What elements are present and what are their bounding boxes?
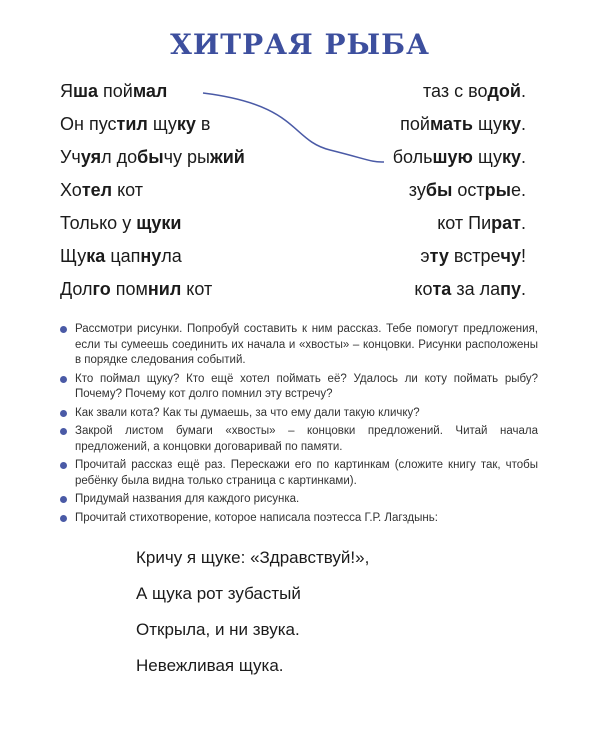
- text-segment: ту: [429, 246, 449, 266]
- text-segment: .: [520, 279, 526, 299]
- task-item: [60, 424, 538, 455]
- text-segment: ша: [73, 81, 99, 101]
- text-segment: цап: [105, 246, 141, 266]
- text-segment: ко: [99, 213, 118, 233]
- poem-line: Открыла, и ни звука.: [136, 620, 300, 639]
- text-segment: кот: [181, 279, 213, 299]
- bullet-icon: [60, 428, 67, 435]
- text-segment: уя: [80, 147, 102, 167]
- text-segment: тел: [81, 180, 113, 200]
- task-text: Как звали кота? Как ты думаешь, за что ему дали такую кличку?: [75, 406, 420, 419]
- text-segment: Уч: [60, 147, 81, 167]
- poem: [136, 546, 369, 690]
- sentence-start-3: [60, 146, 245, 168]
- text-segment: Толь: [60, 213, 100, 233]
- task-text: Придумай названия для каждого рисунка.: [75, 493, 300, 505]
- sentence-start-6: [60, 245, 182, 267]
- text-segment: Хо: [60, 180, 82, 200]
- text-segment: бы: [137, 147, 164, 167]
- sentence-start-7: [60, 278, 212, 300]
- task-item: [60, 511, 538, 527]
- text-segment: пой: [98, 81, 133, 101]
- text-segment: ну: [140, 246, 162, 266]
- text-segment: мал: [132, 81, 168, 101]
- text-segment: встре: [448, 246, 501, 266]
- sentence-ending-3: [393, 146, 526, 168]
- task-item: [60, 372, 538, 403]
- text-segment: .: [520, 114, 526, 134]
- sentence-ending-4: [409, 179, 526, 201]
- task-text: Рассмотри рисунки. Попробуй составить к ним рассказ. Тебе помогут предложения, если ты сумеешь соединить их начала и «хвосты» – концовки. Рисунки расположены в порядке следования событий.: [75, 323, 538, 366]
- bullet-icon: [60, 496, 67, 503]
- text-segment: ко: [414, 279, 433, 299]
- text-segment: пу: [500, 279, 521, 299]
- task-item: [60, 322, 538, 369]
- text-segment: нил: [147, 279, 182, 299]
- text-segment: ост: [452, 180, 485, 200]
- text-segment: в: [195, 114, 211, 134]
- sentence-start-5: [60, 212, 181, 234]
- text-segment: щу: [472, 147, 502, 167]
- text-segment: чу ры: [163, 147, 210, 167]
- page-title: ХИТРАЯ РЫБА: [170, 28, 430, 61]
- text-segment: мать: [429, 114, 473, 134]
- text-segment: ку: [501, 114, 521, 134]
- text-segment: кот Пи: [437, 213, 492, 233]
- text-segment: та: [432, 279, 452, 299]
- text-segment: ка: [86, 246, 106, 266]
- text-segment: го: [92, 279, 111, 299]
- text-segment: ры: [484, 180, 511, 200]
- bullet-icon: [60, 410, 67, 417]
- sentence-ending-7: [414, 278, 526, 300]
- text-segment: кот: [112, 180, 144, 200]
- sentence-ending-1: [423, 80, 526, 102]
- text-segment: пой: [400, 114, 430, 134]
- text-segment: тил: [116, 114, 148, 134]
- poem-line: А щука рот зубастый: [136, 584, 301, 603]
- text-segment: дой: [487, 81, 521, 101]
- text-segment: Я: [60, 81, 73, 101]
- text-segment: рат: [491, 213, 521, 233]
- text-segment: жий: [209, 147, 245, 167]
- sentence-ending-5: [437, 212, 526, 234]
- text-segment: таз с во: [423, 81, 488, 101]
- text-segment: Он пус: [60, 114, 117, 134]
- sentence-ending-2: [400, 113, 526, 135]
- text-segment: Щу: [60, 246, 87, 266]
- text-segment: е.: [510, 180, 526, 200]
- sentence-start-2: [60, 113, 210, 135]
- text-segment: чу: [500, 246, 521, 266]
- text-segment: за ла: [451, 279, 501, 299]
- task-item: [60, 406, 538, 422]
- text-segment: у: [117, 213, 137, 233]
- text-segment: боль: [392, 147, 433, 167]
- text-segment: ку: [501, 147, 521, 167]
- text-segment: !: [520, 246, 526, 266]
- bullet-icon: [60, 462, 67, 469]
- task-text: Прочитай рассказ ещё раз. Перескажи его по картинкам (сложите книгу так, чтобы ребёнку была видна только страница с картинками).: [75, 459, 538, 487]
- text-segment: л до: [101, 147, 138, 167]
- text-segment: Дол: [60, 279, 93, 299]
- text-segment: пом: [110, 279, 148, 299]
- text-segment: щуки: [136, 213, 182, 233]
- text-segment: ку: [176, 114, 196, 134]
- text-segment: щу: [472, 114, 502, 134]
- text-segment: .: [520, 81, 526, 101]
- text-segment: ла: [161, 246, 182, 266]
- text-segment: .: [520, 147, 526, 167]
- poem-line: Невежливая щука.: [136, 656, 284, 675]
- text-segment: зу: [408, 180, 426, 200]
- sentence-start-1: [60, 80, 167, 102]
- sentence-start-4: [60, 179, 143, 201]
- text-segment: э: [420, 246, 430, 266]
- text-segment: .: [520, 213, 526, 233]
- bullet-icon: [60, 326, 67, 333]
- text-segment: бы: [425, 180, 453, 200]
- text-segment: щу: [147, 114, 177, 134]
- bullet-icon: [60, 515, 67, 522]
- task-list: [60, 322, 538, 529]
- task-item: [60, 492, 538, 508]
- task-text: Прочитай стихотворение, которое написала поэтесса Г.Р. Лагздынь:: [75, 511, 438, 524]
- task-text: Закрой листом бумаги «хвосты» – концовки предложений. Читай начала предложений, а концовки договаривай по памяти.: [75, 425, 538, 453]
- task-item: [60, 458, 538, 489]
- bullet-icon: [60, 376, 67, 383]
- sentence-ending-6: [420, 245, 526, 267]
- task-text: Кто поймал щуку? Кто ещё хотел поймать её? Удалось ли коту поймать рыбу? Почему? Почему кот долго помнил эту встречу?: [75, 372, 538, 400]
- poem-line: Кричу я щуке: «Здравствуй!»,: [136, 548, 370, 567]
- text-segment: шую: [432, 147, 473, 167]
